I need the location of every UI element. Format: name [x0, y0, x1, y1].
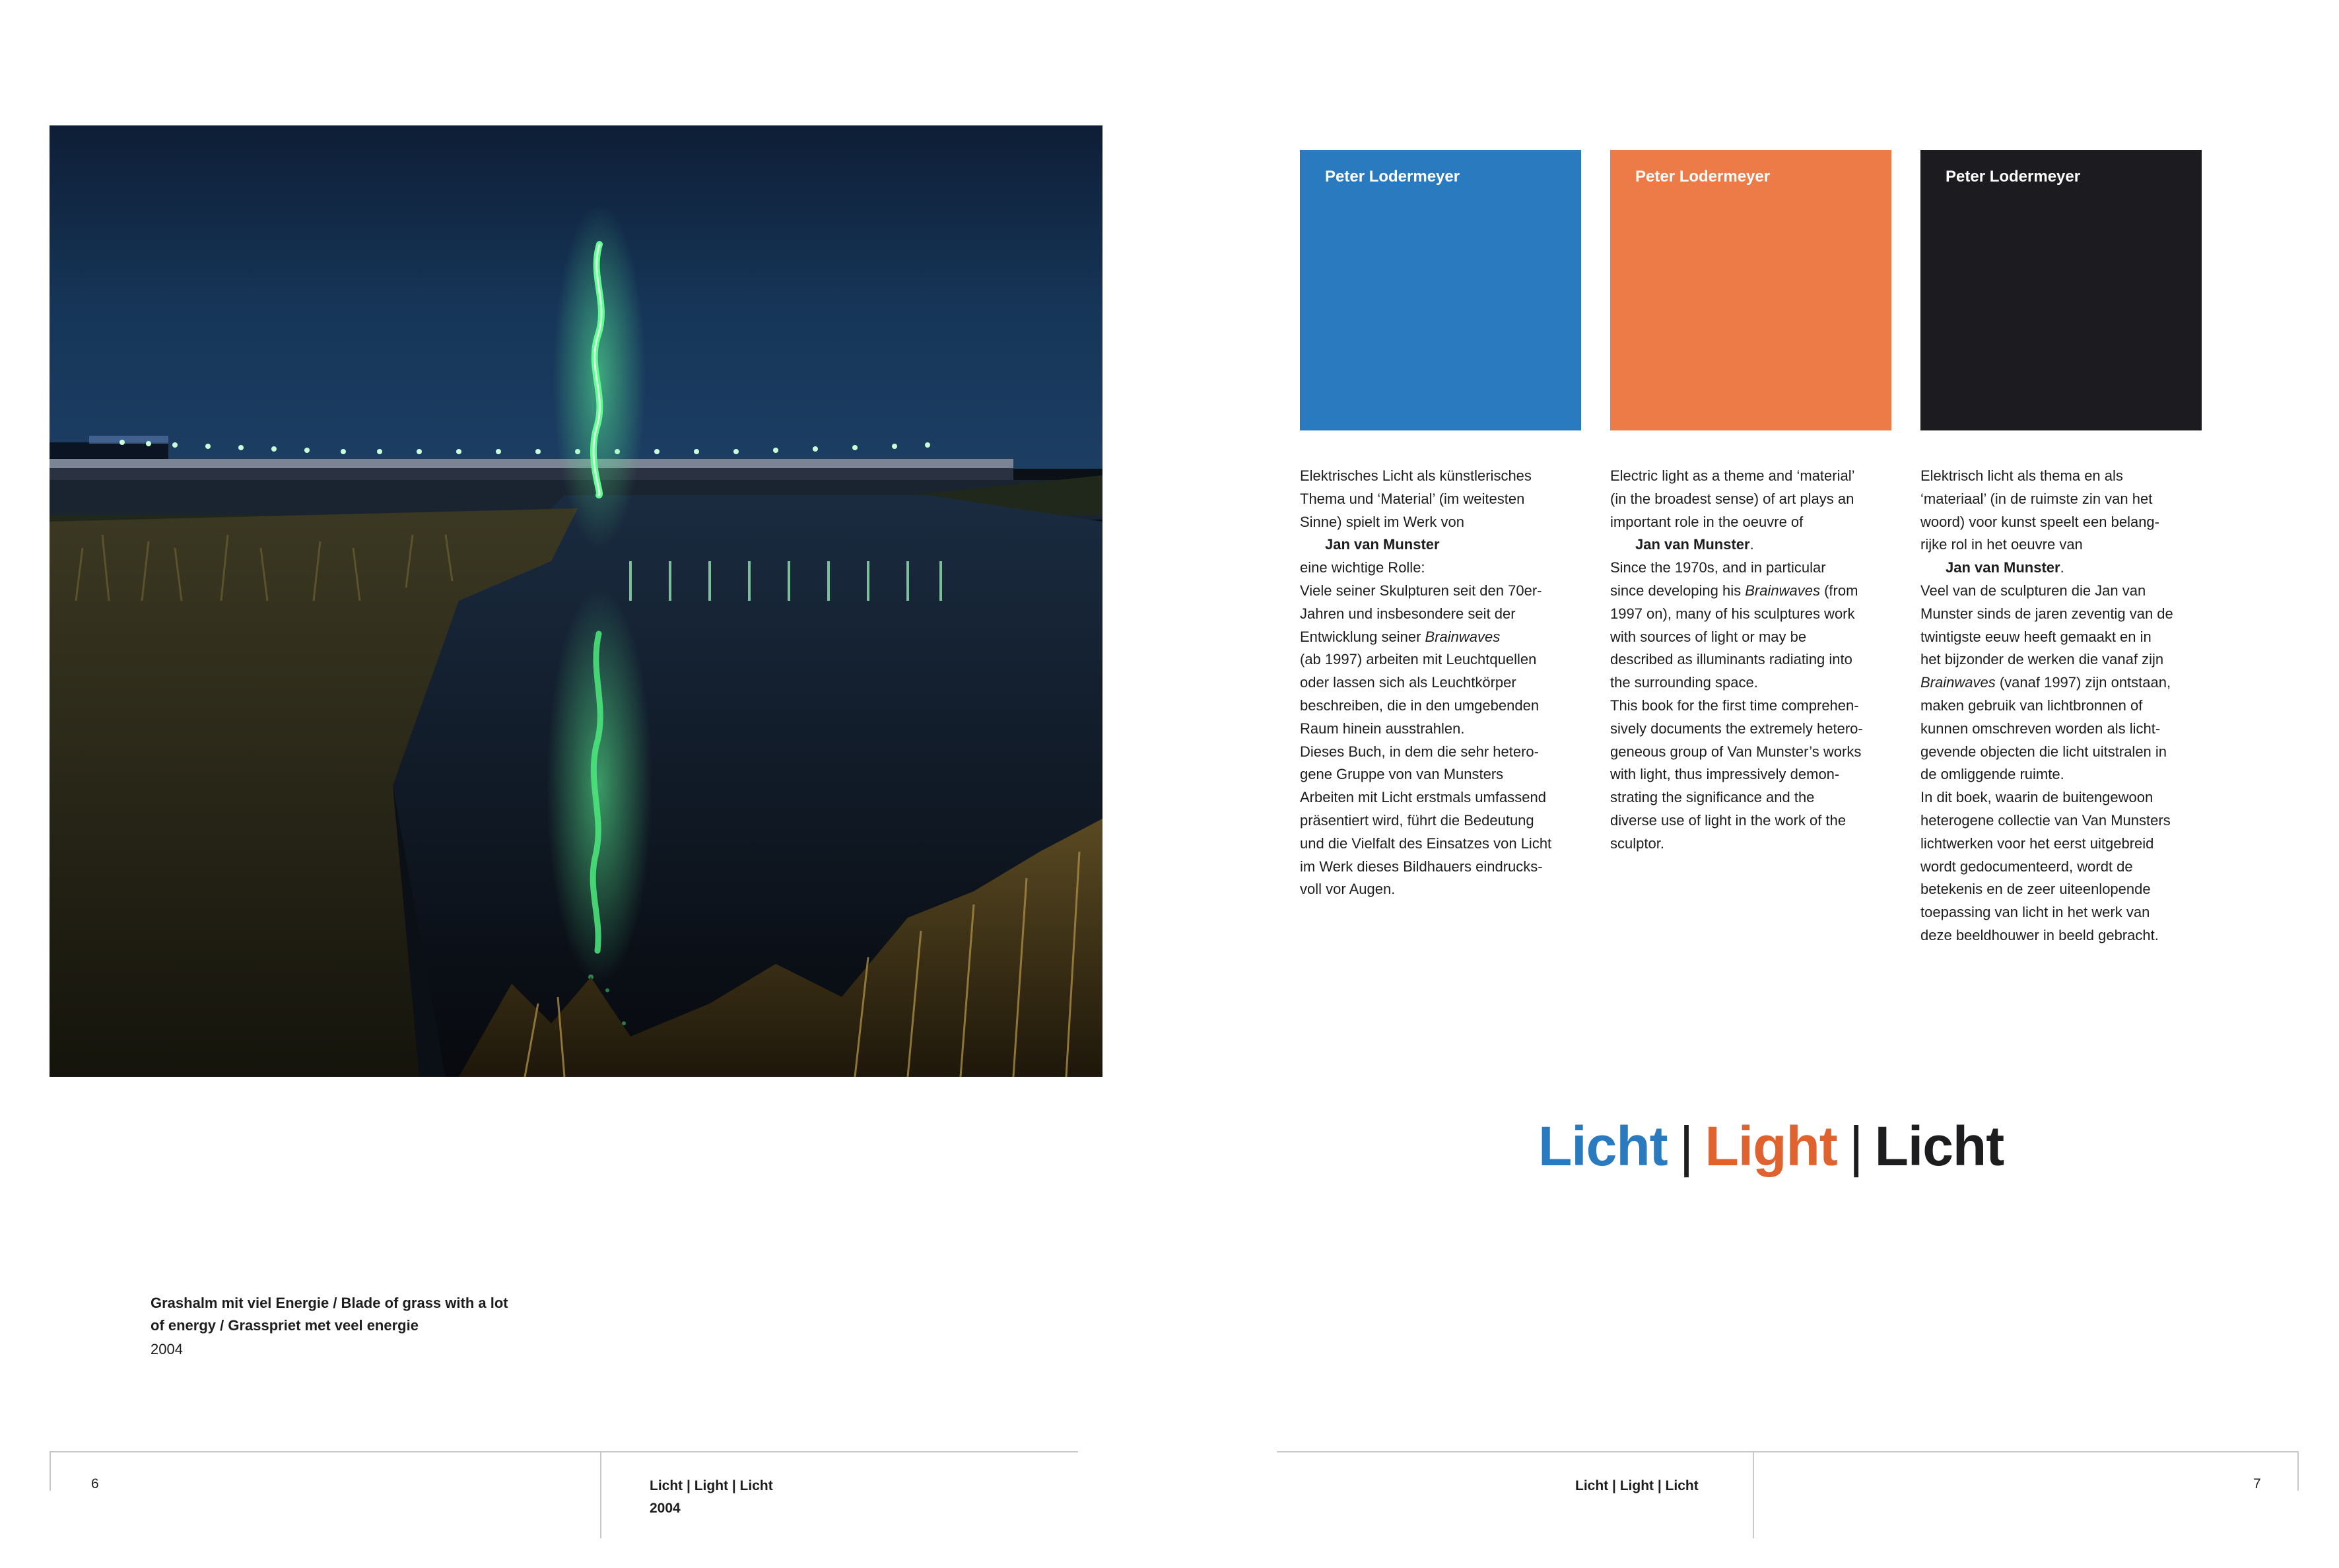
running-head-year: 2004	[650, 1501, 681, 1516]
text-line: Veel van de sculpturen die Jan van	[1920, 582, 2146, 599]
box-author: Peter Lodermeyer	[1325, 168, 1460, 186]
title-word-dutch: Licht	[1874, 1115, 2004, 1177]
text-line: Elektrisches Licht als künstlerisches	[1300, 467, 1532, 484]
title-separator: |	[1679, 1115, 1693, 1177]
text-line: sively documents the extremely hetero-	[1610, 720, 1863, 737]
text-line: This book for the first time comprehen-	[1610, 697, 1859, 714]
text-line	[1610, 580, 1894, 603]
work-title: Brainwaves	[1425, 628, 1501, 645]
artist-name: Jan van Munster	[1325, 536, 1440, 553]
footer-divider	[600, 1451, 601, 1538]
text-line: with sources of light or may be	[1610, 628, 1807, 645]
footer-rule	[50, 1451, 1078, 1452]
title-separator: |	[1848, 1115, 1863, 1177]
text-line: Since the 1970s, and in particular	[1610, 559, 1826, 576]
text-line: woord) voor kunst speelt een belang-	[1920, 513, 2159, 530]
text-line	[1300, 626, 1584, 649]
text-line: twintigste eeuw heeft gemaakt en in	[1920, 628, 2152, 645]
text-line: rijke rol in het oeuvre van	[1920, 536, 2083, 553]
artwork-photo	[50, 125, 1102, 1077]
text-line: Arbeiten mit Licht erstmals umfassend	[1300, 789, 1546, 806]
night-landscape-image	[50, 125, 1102, 1077]
work-title: Brainwaves	[1920, 674, 1996, 691]
text-line: und die Vielfalt des Einsatzes von Licht	[1300, 835, 1552, 852]
footer-rule	[1277, 1451, 2299, 1452]
text-line: (in the broadest sense) of art plays an	[1610, 490, 1854, 507]
running-head	[1575, 1475, 1699, 1497]
footer-tick	[2297, 1451, 2299, 1491]
text-line	[1920, 671, 2204, 695]
text-line: Munster sinds de jaren zeventig van de	[1920, 605, 2173, 622]
text-line: kunnen omschreven worden als licht-	[1920, 720, 2161, 737]
text-line: lichtwerken voor het eerst uitgebreid	[1920, 835, 2154, 852]
right-page	[1170, 0, 2339, 1568]
blue-box	[1300, 150, 1581, 430]
text-line: Raum hinein ausstrahlen.	[1300, 720, 1465, 737]
text-line: het bijzonder de werken die vanaf zijn	[1920, 651, 2164, 668]
text-line: Thema und ‘Material’ (im weitesten	[1300, 490, 1525, 507]
artist-name: Jan van Munster	[1635, 536, 1750, 553]
text-line: präsentiert wird, führt die Bedeutung	[1300, 811, 1534, 829]
text-line: gene Gruppe von van Munsters	[1300, 766, 1504, 783]
text-line: toepassing van licht in het werk van	[1920, 904, 2150, 921]
title-word-german: Licht	[1538, 1115, 1668, 1177]
box-author: Peter Lodermeyer	[1946, 168, 2081, 186]
text-line: diverse use of light in the work of the	[1610, 811, 1847, 829]
text-column-dutch	[1920, 465, 2204, 947]
text-line: deze beeldhouwer in beeld gebracht.	[1920, 926, 2159, 943]
artist-name-line	[1610, 533, 1894, 557]
footer-divider	[1753, 1451, 1754, 1538]
text-line: with light, thus impressively demon-	[1610, 766, 1840, 783]
page-number: 6	[91, 1476, 99, 1491]
text-fragment: (from	[1819, 582, 1858, 599]
text-line: described as illuminants radiating into	[1610, 651, 1852, 668]
text-line: betekenis en de zeer uiteenlopende	[1920, 881, 2151, 898]
punctuation: .	[1749, 536, 1754, 553]
artist-name: Jan van Munster	[1946, 559, 2060, 576]
text-line: the surrounding space.	[1610, 674, 1758, 691]
text-line: eine wichtige Rolle:	[1300, 559, 1425, 576]
page-number: 7	[2253, 1476, 2261, 1491]
running-head-title: Licht | Light | Licht	[650, 1478, 773, 1493]
title-word-english: Light	[1705, 1115, 1837, 1177]
black-box	[1920, 150, 2202, 430]
text-line: Sinne) spielt im Werk von	[1300, 513, 1465, 530]
text-line: strating the significance and the	[1610, 789, 1815, 806]
punctuation: .	[2060, 559, 2064, 576]
text-fragment: since developing his	[1610, 582, 1746, 599]
text-line: sculptor.	[1610, 835, 1664, 852]
text-line: gevende objecten die licht uitstralen in	[1920, 743, 2167, 760]
text-line: heterogene collectie van Van Munsters	[1920, 811, 2171, 829]
text-fragment: Entwicklung seiner	[1300, 628, 1425, 645]
text-line: Electric light as a theme and ‘material’	[1610, 467, 1855, 484]
caption-title-line2: of energy / Grasspriet met veel energie	[151, 1317, 419, 1334]
text-line: voll vor Augen.	[1300, 881, 1396, 898]
text-line: geneous group of Van Munster’s works	[1610, 743, 1862, 760]
text-line: (ab 1997) arbeiten mit Leuchtquellen	[1300, 651, 1537, 668]
left-page	[0, 0, 1169, 1568]
photo-caption	[151, 1292, 573, 1361]
text-line: Viele seiner Skulpturen seit den 70er-	[1300, 582, 1542, 599]
text-line: Jahren und insbesondere seit der	[1300, 605, 1516, 622]
caption-year: 2004	[151, 1341, 183, 1357]
artist-name-line	[1920, 557, 2204, 580]
text-line: ‘materiaal’ (in de ruimste zin van het	[1920, 490, 2153, 507]
text-line: 1997 on), many of his sculptures work	[1610, 605, 1855, 622]
text-column-german	[1300, 465, 1584, 901]
running-head-title: Licht | Light | Licht	[1575, 1478, 1699, 1493]
text-line: de omliggende ruimte.	[1920, 766, 2064, 783]
text-line: im Werk dieses Bildhauers eindrucks-	[1300, 858, 1543, 875]
text-line: In dit boek, waarin de buitengewoon	[1920, 789, 2153, 806]
text-line: important role in the oeuvre of	[1610, 513, 1804, 530]
book-title	[1538, 1114, 2004, 1178]
text-column-english	[1610, 465, 1894, 856]
caption-title-line1: Grashalm mit viel Energie / Blade of grass with a lot	[151, 1295, 508, 1311]
footer-tick	[50, 1451, 51, 1491]
box-author: Peter Lodermeyer	[1635, 168, 1771, 186]
orange-box	[1610, 150, 1891, 430]
text-line: Elektrisch licht als thema en als	[1920, 467, 2123, 484]
work-title: Brainwaves	[1745, 582, 1820, 599]
text-line: wordt gedocumenteerd, wordt de	[1920, 858, 2133, 875]
text-line: Dieses Buch, in dem die sehr hetero-	[1300, 743, 1539, 760]
text-line: maken gebruik van lichtbronnen of	[1920, 697, 2143, 714]
text-line: beschreiben, die in den umgebenden	[1300, 697, 1540, 714]
text-line: oder lassen sich als Leuchtkörper	[1300, 674, 1516, 691]
running-head	[650, 1475, 773, 1520]
text-fragment: (vanaf 1997) zijn ontstaan,	[1995, 674, 2171, 691]
